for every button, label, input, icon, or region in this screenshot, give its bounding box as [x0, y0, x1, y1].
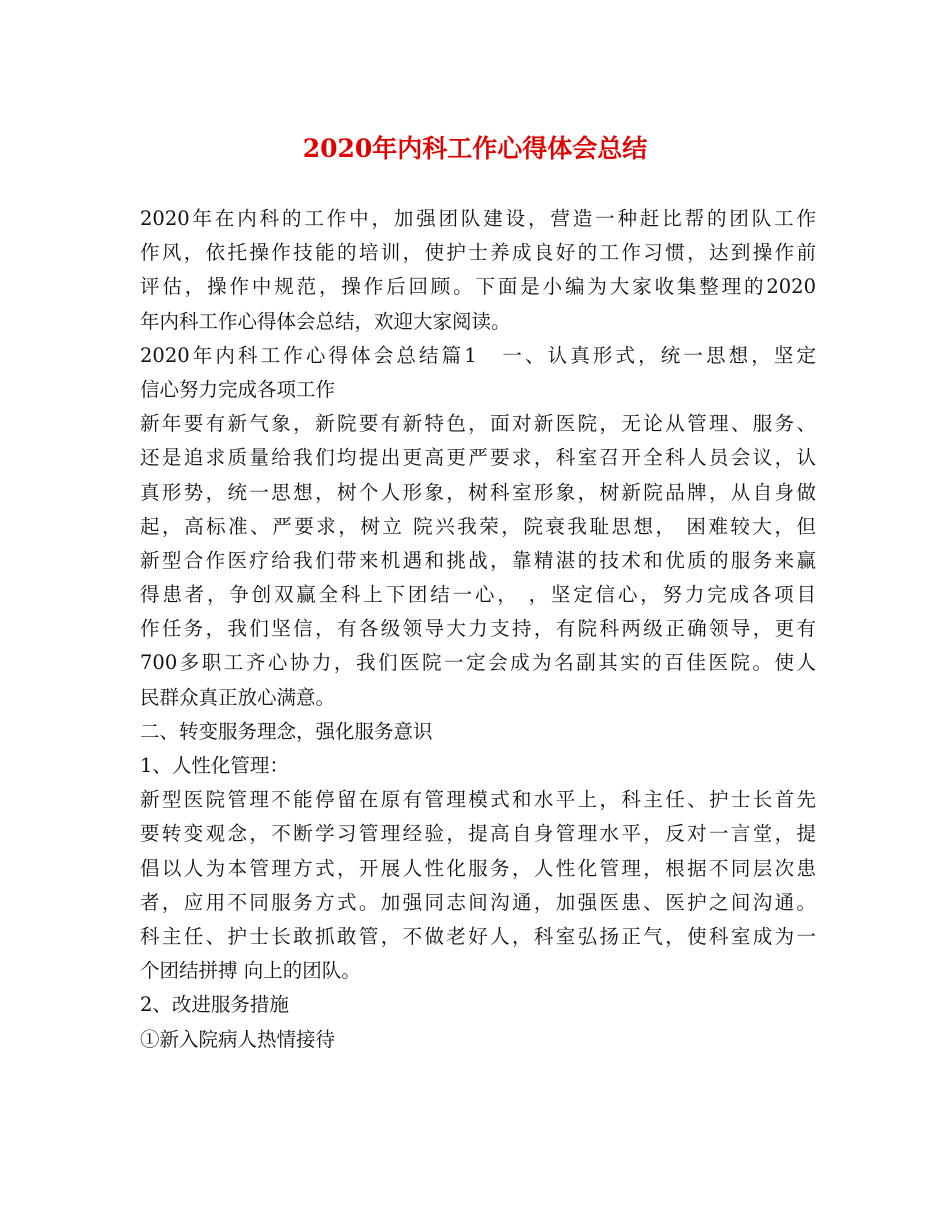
body-line: 新型合作医疗给我们带来机遇和挑战，靠精湛的技术和优质的服务来赢 — [140, 548, 816, 572]
body-line: 民群众真正放心满意。 — [140, 685, 336, 709]
body-line: 评估，操作中规范，操作后回顾。下面是小编为大家收集整理的2020 — [140, 275, 816, 299]
body-line: 个团结拼搏 向上的团队。 — [140, 959, 361, 983]
body-line: 二、转变服务理念，强化服务意识 — [140, 719, 433, 743]
body-line: ①新入院病人热情接待 — [140, 1027, 336, 1051]
body-line: 700多职工齐心协力，我们医院一定会成为名副其实的百佳医院。使人 — [140, 651, 816, 675]
body-line: 真形势，统一思想，树个人形象，树科室形象，树新院品牌，从自身做 — [140, 480, 816, 504]
body-line: 信心努力完成各项工作 — [140, 377, 336, 401]
body-line: 科主任、护士长敢抓敢管，不做老好人，科室弘扬正气，使科室成为一 — [140, 924, 816, 948]
body-line: 倡以人为本管理方式，开展人性化服务，人性化管理，根据不同层次患 — [140, 856, 816, 880]
body-line: 新型医院管理不能停留在原有管理模式和水平上，科主任、护士长首先 — [140, 788, 816, 812]
body-line: 作风，依托操作技能的培训，使护士养成良好的工作习惯，达到操作前 — [140, 241, 816, 265]
body-line: 者，应用不同服务方式。加强同志间沟通，加强医患、医护之间沟通。 — [140, 890, 816, 914]
document-body — [140, 202, 816, 1057]
body-line: 新年要有新气象，新院要有新特色，面对新医院，无论从管理、服务、 — [140, 412, 816, 436]
body-line: 年内科工作心得体会总结，欢迎大家阅读。 — [140, 309, 511, 333]
body-line: 还是追求质量给我们均提出更高更严要求，科室召开全科人员会议，认 — [140, 446, 816, 470]
body-line: 2020年内科工作心得体会总结篇1 一、认真形式，统一思想，坚定 — [140, 343, 816, 367]
body-line: 1、人性化管理： — [140, 754, 289, 777]
body-line: 得患者，争创双赢全科上下团结一心， ，坚定信心，努力完成各项目 — [140, 583, 816, 607]
document-title: 2020年内科工作心得体会总结 — [302, 134, 648, 163]
body-line: 2、改进服务措施 — [140, 993, 289, 1017]
body-line: 要转变观念，不断学习管理经验，提高自身管理水平，反对一言堂，提 — [140, 822, 816, 846]
body-line: 起，高标准、严要求，树立 院兴我荣，院衰我耻思想， 困难较大，但 — [140, 514, 816, 538]
body-line: 作任务，我们坚信，有各级领导大力支持，有院科两级正确领导，更有 — [140, 617, 816, 641]
body-line: 2020年在内科的工作中，加强团队建设，营造一种赶比帮的团队工作 — [140, 207, 816, 230]
